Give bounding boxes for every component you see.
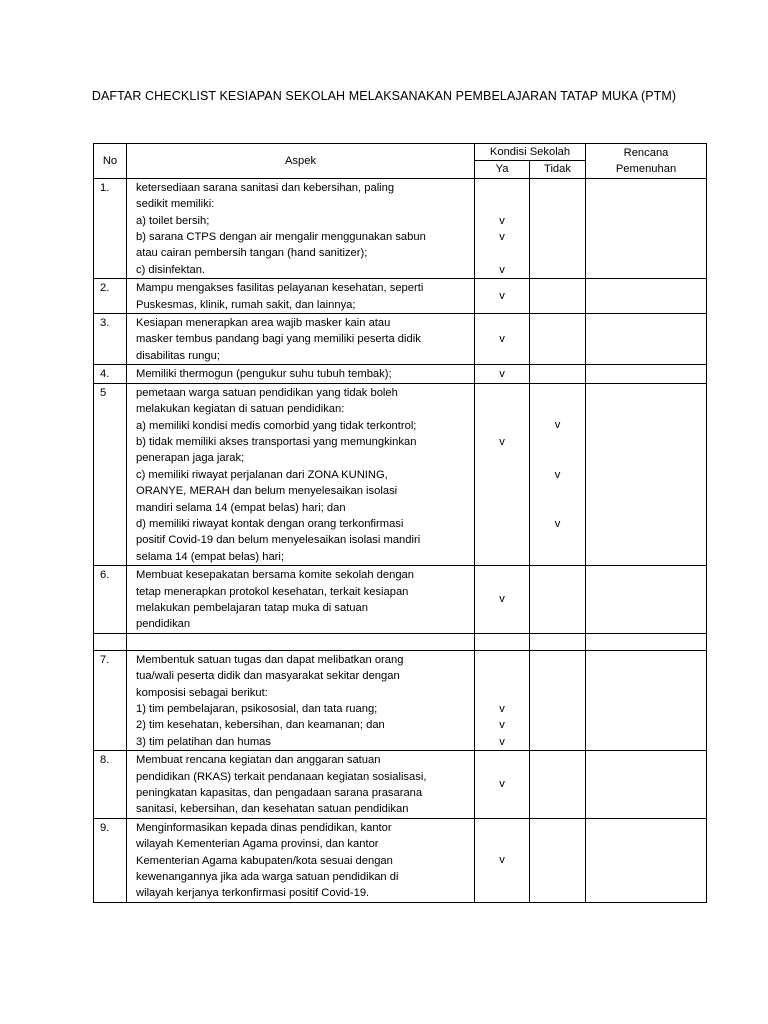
row-number: 7. [94, 650, 127, 750]
table-header-row [94, 144, 707, 161]
rencana-cell [586, 178, 707, 278]
aspek-line: d) memiliki riwayat kontak dengan orang terkonfirmasi [136, 517, 404, 530]
header-ya: Ya [475, 161, 530, 178]
check-mark: v [499, 719, 505, 732]
check-mark: v [554, 468, 561, 481]
aspek-line: komposisi sebagai berikut: [136, 686, 268, 699]
tidak-cell [530, 365, 586, 383]
tidak-cell [530, 178, 586, 278]
check-mark: v [499, 214, 505, 227]
row-number: 5 [94, 383, 127, 565]
aspek-line: atau cairan pembersih tangan (hand sanitizer); [136, 247, 368, 260]
rencana-cell [586, 279, 707, 314]
row-aspek [127, 650, 475, 750]
aspek-line: b) sarana CTPS dengan air mengalir menggunakan sabun [136, 231, 426, 244]
row-number: 4. [94, 365, 127, 383]
checklist-table [93, 143, 707, 903]
aspek-line: Kesiapan menerapkan area wajib masker kain atau [136, 317, 391, 330]
table-row-2 [94, 279, 707, 314]
tidak-cell [530, 314, 586, 365]
check-mark: v [499, 593, 505, 606]
aspek-line: Mampu mengakses fasilitas pelayanan kesehatan, seperti [136, 282, 424, 295]
rencana-cell [586, 383, 707, 565]
row-aspek [127, 314, 475, 365]
table-row-5 [94, 383, 707, 565]
check-mark: v [554, 517, 561, 530]
check-mark: v [499, 735, 505, 748]
aspek-line: positif Covid-19 dan belum menyelesaikan isolasi mandiri [136, 534, 421, 547]
check-mark: v [499, 332, 505, 345]
row-number: 8. [94, 751, 127, 819]
document-title: DAFTAR CHECKLIST KESIAPAN SEKOLAH MELAKSANAKAN PEMBELAJARAN TATAP MUKA (PTM) [91, 89, 677, 103]
row-aspek [127, 365, 475, 383]
aspek-line: mandiri selama 14 (empat belas) hari; dan [136, 501, 346, 514]
ya-cell [475, 818, 530, 902]
check-mark: v [499, 289, 505, 302]
aspek-line: 2) tim kesehatan, kebersihan, dan keamanan; dan [136, 719, 385, 732]
aspek-line: wilayah Kementerian Agama provinsi, dan kantor [136, 838, 379, 851]
aspek-line: pemetaan warga satuan pendidikan yang tidak boleh [136, 386, 398, 399]
tidak-cell [530, 818, 586, 902]
aspek-line: Membuat rencana kegiatan dan anggaran satuan [136, 754, 381, 767]
header-rencana-pemenuhan [586, 144, 707, 179]
rencana-cell [586, 751, 707, 819]
table-row-6 [94, 566, 707, 634]
ya-cell [475, 383, 530, 565]
row-aspek [127, 383, 475, 565]
aspek-line: melakukan pembelajaran tatap muka di satuan [136, 601, 368, 614]
aspek-line: Memiliki thermogun (pengukur suhu tubuh tembak); [136, 368, 392, 381]
ya-cell [475, 314, 530, 365]
check-mark: v [499, 854, 505, 867]
check-mark: v [499, 435, 505, 448]
table-row-empty [94, 633, 707, 650]
header-rencana-line-1: Rencana [623, 146, 669, 159]
aspek-line: tua/wali peserta didik dan masyarakat sekitar dengan [136, 670, 400, 683]
rencana-cell [586, 365, 707, 383]
tidak-cell [530, 566, 586, 634]
aspek-line: Membentuk satuan tugas dan dapat melibatkan orang [136, 653, 404, 666]
aspek-line: Puskesmas, klinik, rumah sakit, dan lainnya; [136, 298, 356, 311]
row-number: 3. [94, 314, 127, 365]
aspek-line: 1) tim pembelajaran, psikososial, dan tata ruang; [136, 703, 378, 715]
aspek-line: a) memiliki kondisi medis comorbid yang tidak terkontrol; [136, 419, 417, 432]
check-mark: v [499, 231, 505, 243]
empty-cell [94, 633, 127, 650]
aspek-line: Membuat kesepakatan bersama komite sekolah dengan [136, 569, 414, 582]
aspek-line: wilayah kerjanya terkonfirmasi positif Covid-19. [136, 887, 370, 900]
ya-cell [475, 650, 530, 750]
aspek-line: a) toilet bersih; [136, 214, 210, 227]
aspek-line: penerapan jaga jarak; [136, 452, 245, 465]
ya-cell [475, 365, 530, 383]
aspek-line: c) memiliki riwayat perjalanan dari ZONA KUNING, [136, 468, 388, 481]
table-row-7 [94, 650, 707, 750]
header-tidak: Tidak [530, 161, 586, 178]
header-no: No [94, 144, 127, 179]
aspek-line: peningkatan kapasitas, dan pengadaan sarana prasarana [136, 787, 423, 800]
empty-cell [530, 633, 586, 650]
aspek-line: disabilitas rungu; [136, 349, 220, 362]
aspek-line: selama 14 (empat belas) hari; [136, 550, 284, 563]
table-row-4 [94, 365, 707, 383]
table-row-3 [94, 314, 707, 365]
ya-cell [475, 751, 530, 819]
aspek-line: masker tembus pandang bagi yang memiliki peserta didik [136, 333, 421, 346]
check-mark: v [499, 367, 505, 380]
tidak-cell [530, 383, 586, 565]
row-aspek [127, 566, 475, 634]
aspek-line: melakukan kegiatan di satuan pendidikan: [136, 403, 345, 416]
rencana-cell [586, 650, 707, 750]
aspek-line: Menginformasikan kepada dinas pendidikan, kantor [136, 821, 392, 834]
row-aspek [127, 178, 475, 278]
ya-cell [475, 178, 530, 278]
aspek-line: b) tidak memiliki akses transportasi yang memungkinkan [136, 435, 417, 448]
check-mark: v [554, 419, 561, 432]
check-mark: v [499, 778, 505, 791]
row-number: 9. [94, 818, 127, 902]
header-aspek: Aspek [127, 144, 475, 179]
empty-cell [475, 633, 530, 650]
row-aspek [127, 751, 475, 819]
tidak-cell [530, 650, 586, 750]
ya-cell [475, 279, 530, 314]
table-row-9 [94, 818, 707, 902]
aspek-line: sedikit memiliki: [136, 198, 215, 211]
check-mark: v [499, 702, 505, 715]
row-aspek [127, 818, 475, 902]
check-mark: v [499, 263, 505, 276]
aspek-line: tetap menerapkan protokol kesehatan, terkait kesiapan [136, 585, 409, 598]
table-row-8 [94, 751, 707, 819]
header-kondisi-sekolah: Kondisi Sekolah [475, 144, 586, 161]
row-number: 6. [94, 566, 127, 634]
empty-cell [127, 633, 475, 650]
ya-cell [475, 566, 530, 634]
rencana-cell [586, 818, 707, 902]
tidak-cell [530, 279, 586, 314]
empty-cell [586, 633, 707, 650]
row-aspek [127, 279, 475, 314]
aspek-line: 3) tim pelatihan dan humas [136, 735, 271, 748]
rencana-cell [586, 566, 707, 634]
aspek-line: ORANYE, MERAH dan belum menyelesaikan isolasi [136, 485, 398, 498]
aspek-line: sanitasi, kebersihan, dan kesehatan satuan pendidikan [136, 803, 409, 816]
row-number: 2. [94, 279, 127, 314]
aspek-line: kewenangannya jika ada warga satuan pendidikan di [136, 871, 399, 884]
aspek-line: ketersediaan sarana sanitasi dan kebersihan, paling [136, 181, 395, 194]
aspek-line: Kementerian Agama kabupaten/kota sesuai dengan [136, 854, 393, 867]
table-row-1 [94, 178, 707, 278]
row-number: 1. [94, 178, 127, 278]
aspek-line: c) disinfektan. [136, 263, 206, 276]
header-rencana-line-2: Pemenuhan [615, 162, 677, 175]
tidak-cell [530, 751, 586, 819]
aspek-line: pendidikan (RKAS) terkait pendanaan kegiatan sosialisasi, [136, 770, 427, 783]
aspek-line: pendidikan [136, 618, 191, 631]
rencana-cell [586, 314, 707, 365]
